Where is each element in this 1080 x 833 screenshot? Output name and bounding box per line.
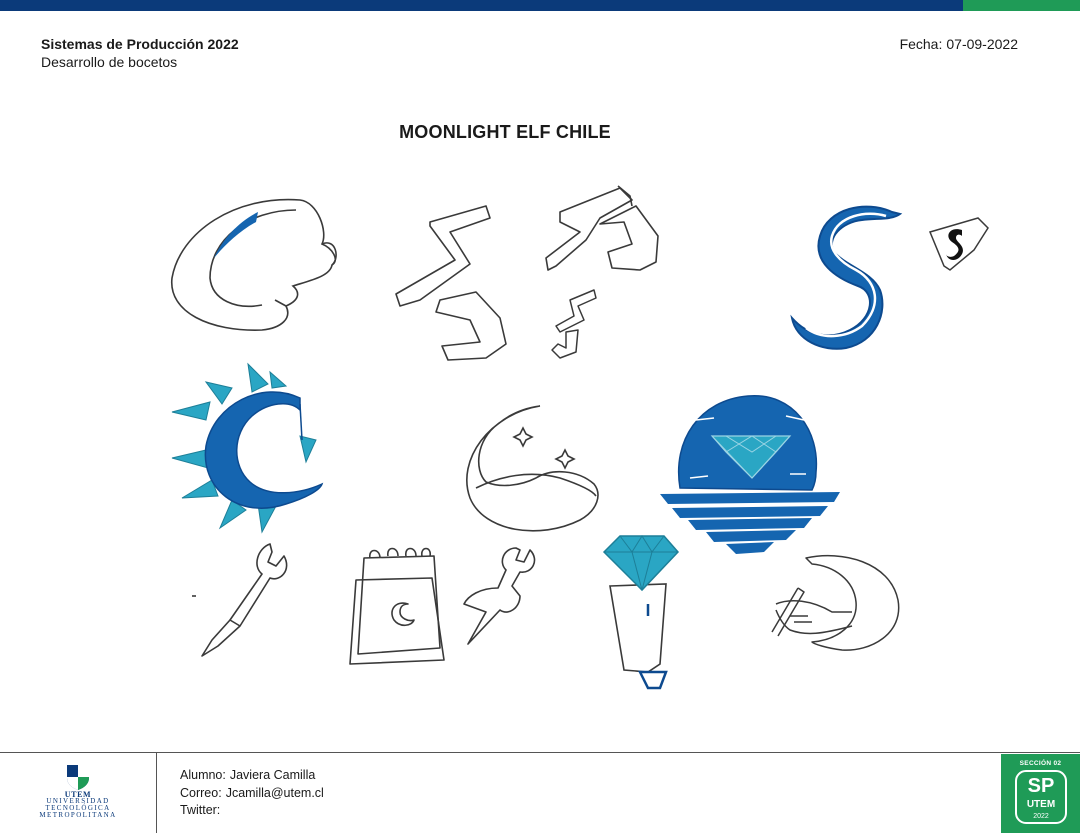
alumno-row [180,767,324,785]
logo-line-3: METROPOLITANA [39,811,117,819]
correo-label: Correo: [180,785,222,800]
calendar-moon-sketch-icon [350,549,444,665]
course-subtitle: Desarrollo de bocetos [41,54,178,70]
utem-shield-icon [64,763,92,791]
spiky-blue-crescent-icon [172,364,322,532]
footer-divider [156,753,157,833]
sketch-area [0,170,1080,730]
sp-utem-logo-icon [1010,768,1072,826]
alumno-label: Alumno: [180,768,226,782]
date-label: Fecha: [899,36,943,52]
wrench-pin-sketch-icon [464,548,535,644]
top-color-bar [0,0,1080,11]
shield-s-sketch-icon [930,218,988,270]
badge-org: UTEM [1026,799,1055,810]
diamond-moon-reflection-icon [660,396,840,554]
twitter-row [180,802,324,820]
ribbon-j-sketch-icon [546,186,658,270]
top-bar-blue [0,0,963,11]
hand-writing-moon-sketch-icon [772,556,899,651]
twitter-label: Twitter: [180,803,221,817]
section-badge [1001,754,1080,833]
badge-section: SECCIÓN 02 [1019,760,1062,767]
badge-year: 2022 [1032,813,1049,820]
top-bar-green [963,0,1080,11]
date [896,36,1018,52]
date-value: 07-09-2022 [946,36,1018,52]
footer [0,752,1080,833]
alumno-value: Javiera Camilla [229,768,316,782]
student-info [180,767,324,820]
logo-line-1: UNIVERSIDAD [46,797,110,805]
correo-row [180,785,324,803]
page-title: MOONLIGHT ELF CHILE [399,122,611,142]
wrench-pencil-sketch-icon [192,544,287,656]
moon-with-stars-sketch-icon [467,406,598,531]
badge-mark: SP [1027,775,1054,797]
small-s-j-sketch-icon [552,290,596,358]
blue-crescent-s-sketch-icon [792,207,900,349]
crescent-face-blue-stroke [214,212,258,258]
course-title: Sistemas de Producción 2022 [41,36,239,52]
correo-value: Jcamilla@utem.cl [225,785,324,800]
diamond-pen-nib-icon [604,536,678,688]
logo-short: UTEM [64,790,92,799]
logo-line-2: TECNOLÓGICA [45,804,111,812]
ribbon-s-sketch-icon [396,206,506,360]
university-logo [36,763,120,829]
